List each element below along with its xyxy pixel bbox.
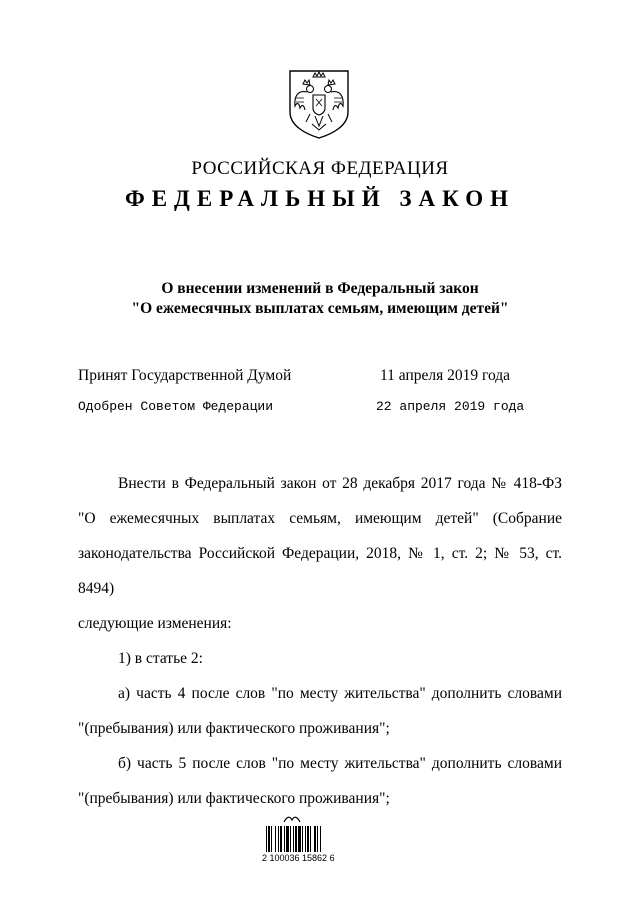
council-approval-label: Одобрен Советом Федерации: [78, 399, 274, 414]
barcode-bar: [280, 826, 282, 852]
law-body: [78, 466, 562, 816]
document-type: ФЕДЕРАЛЬНЫЙ ЗАКОН: [124, 186, 516, 211]
body-item-a-line1: а) часть 4 после слов "по месту жительства" дополнить словами: [118, 685, 562, 702]
barcode-bar: [302, 826, 303, 852]
barcode-bar: [295, 826, 297, 852]
barcode-bar: [284, 826, 285, 852]
barcode-bar: [266, 826, 267, 852]
barcode: [262, 826, 344, 863]
barcode-bar: [310, 826, 311, 852]
duma-adoption-label: Принят Государственной Думой: [78, 367, 292, 384]
law-title-line-1: О внесении изменений в Федеральный закон: [161, 280, 479, 297]
body-para1-line2: "О ежемесячных выплатах семьям, имеющим детей" (Собрание: [78, 510, 562, 527]
council-approval-date: 22 апреля 2019 года: [376, 399, 525, 414]
body-para1-line3: законодательства Российской Федерации, 2018, № 1, ст. 2; № 53, ст. 8494): [78, 545, 562, 597]
barcode-bar: [278, 826, 279, 852]
barcode-bar: [305, 826, 306, 852]
country-name: РОССИЙСКАЯ ФЕДЕРАЦИЯ: [191, 158, 449, 179]
barcode-bar: [275, 826, 276, 852]
law-title: [60, 279, 580, 319]
body-para1-line4: следующие изменения:: [78, 615, 232, 632]
body-item-a-line2: "(пребывания) или фактического проживания";: [78, 720, 390, 737]
barcode-bar: [290, 826, 291, 852]
barcode-bar: [307, 826, 309, 852]
barcode-bars: [266, 826, 332, 852]
barcode-number: 2 100036 15862 6: [262, 853, 335, 863]
coat-of-arms-icon: [286, 68, 352, 140]
barcode-bar: [271, 826, 272, 852]
barcode-bar: [268, 826, 270, 852]
barcode-bar: [314, 826, 316, 852]
duma-adoption-date: 11 апреля 2019 года: [380, 367, 511, 384]
body-para1-line1: Внести в Федеральный закон от 28 декабря 2017 года № 418-ФЗ: [118, 475, 562, 492]
law-title-line-2: "О ежемесячных выплатах семьям, имеющим детей": [131, 300, 509, 317]
body-item-1: 1) в статье 2:: [118, 650, 203, 667]
barcode-bar: [317, 826, 318, 852]
body-item-b-line1: б) часть 5 после слов "по месту жительства" дополнить словами: [118, 755, 562, 772]
registration-mark-icon: [282, 814, 302, 824]
body-item-b-line2: "(пребывания) или фактического проживания";: [78, 790, 390, 807]
barcode-bar: [286, 826, 289, 852]
barcode-bar: [293, 826, 294, 852]
barcode-bar: [320, 826, 321, 852]
barcode-bar: [298, 826, 301, 852]
